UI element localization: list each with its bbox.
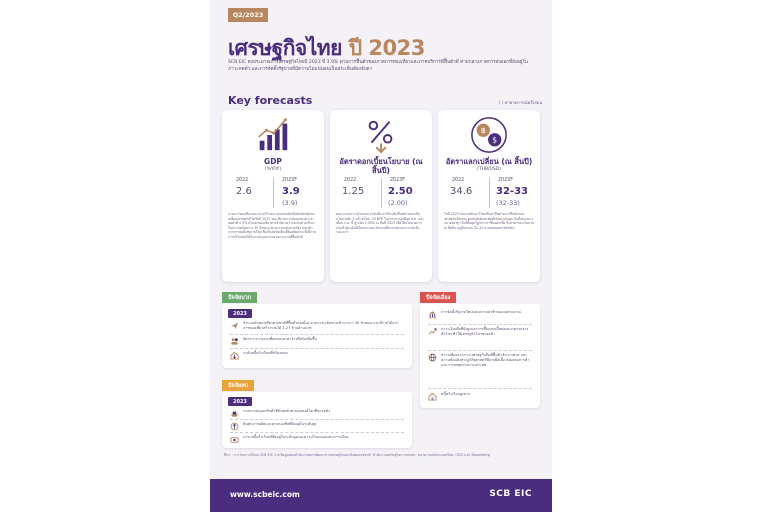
risk-item: ภาวะเงินเฟ้อที่ยังสูงและการขึ้นดอกเบี้ยของธนาคารกลางทั่วโลก ทำให้เศรษฐกิจโลกชะลอตัว — [428, 327, 532, 337]
divider — [230, 419, 404, 420]
card-previous-value: (32-33) — [496, 199, 520, 207]
svg-text:$: $ — [492, 135, 498, 145]
drag-item: ภาคการส่งออกสินค้าที่ยังหดตัวตามอุปสงค์โลกที่ชะลอตัว — [230, 409, 404, 418]
card-year-actual: 2022 — [236, 178, 249, 183]
card-year-forecast: 2023F — [498, 178, 513, 183]
card-description: ภาคการท่องเที่ยวและการบริโภคภาคเอกชนยังเป็นปัจจัยหลักขับเคลื่อนเศรษฐกิจไทยในปี 2023 ขณะที่ภาคการส่งออกคาดว่าจะหดตัวที่ 0.5% ด้านนักท่องเที่ยวต่างชาติคาดว่าจะเดินทางเข้ามาในประเทศไทยราว 30 ล้านคน ส่วนการลงทุนภาครัฐอาจล่าช้าจากการจัดตั้งรัฐบาลใหม่ ซึ่งเป็นปัจจัยเสี่ยงที่ต้องติดตาม ทั้งนี้ภาคการบริโภคยังได้รับแรงหนุนจากตลาดแรงงานที่ฟื้นตัวดี — [228, 212, 317, 239]
svg-text:฿: ฿ — [480, 126, 486, 136]
card-year-actual: 2022 — [452, 178, 465, 183]
card-actual-value: 2.6 — [236, 186, 252, 197]
card-previous-value: (3.9) — [282, 199, 298, 207]
footer-bar — [210, 479, 552, 512]
drag-item: ต้นทุนการผลิตและค่าครองชีพที่ยังอยู่ในระดับสูง — [230, 422, 404, 431]
card-divider — [381, 178, 382, 208]
support-item: อัตราการว่างงานที่ลดลงและค่าจ้างที่ปรับเพิ่มขึ้น — [230, 337, 404, 346]
risk-box — [420, 304, 540, 408]
key-forecasts-title: Key forecasts — [228, 94, 313, 107]
svg-text:฿: ฿ — [431, 396, 434, 401]
source-footnote: ที่มา : การวิเคราะห์โดย SCB EIC จากข้อมูลของสำนักงานสภาพัฒนาการเศรษฐกิจและสังคมแห่งชาติ, สำนักงานเศรษฐกิจการเกษตร, ธนาคารแห่งประเทศไทย, CEIC และ Bloomberg — [224, 453, 490, 457]
drag-tag: ปัจจัยลบ — [222, 380, 254, 391]
card-year-actual: 2022 — [344, 178, 357, 183]
bar-chart-icon — [254, 116, 292, 154]
divider — [230, 348, 404, 349]
plane-icon — [230, 321, 239, 330]
card-forecast-value: 2.50 — [388, 186, 413, 197]
infographic-page — [210, 0, 552, 512]
percent-down-icon — [362, 116, 400, 154]
support-year: 2023 — [228, 309, 252, 318]
key-forecasts-note: ( ) ค่าคาดการณ์ครั้งก่อน — [499, 100, 542, 105]
card-unit: (%YOY) — [264, 167, 282, 172]
divider — [428, 388, 532, 389]
drag-box — [222, 392, 412, 448]
risk-item: ความเสี่ยงจากภาวะเศรษฐกิจจีนที่ฟื้นตัวช้ากว่าคาด และความขัดแย้งทางภูมิรัฐศาสตร์ที่อาจยืดเยื้อ ส่งผลต่อการค้าและการลงทุนระหว่างประเทศ — [428, 353, 532, 367]
risk-item: ฿ หนี้ครัวเรือนสูงมาก — [428, 392, 532, 401]
divider — [428, 350, 532, 351]
card-name: GDP — [264, 157, 282, 166]
support-item: จำนวนนักท่องเที่ยวต่างชาติที่ฟื้นตัวต่อเนื่อง คาดว่าจะเดินทางเข้ามาราว 30 ล้านคน และมีรายได้จากการท่องเที่ยวสร้างรายได้ 1.27 ล้านล้านบาท — [230, 321, 404, 331]
forecast-card-exchange-rate — [438, 110, 540, 282]
government-icon — [428, 310, 437, 319]
ship-icon — [230, 409, 239, 418]
household-debt-icon — [428, 392, 437, 401]
divider — [428, 324, 532, 325]
forecast-card-policy-rate — [330, 110, 432, 282]
debt-icon — [230, 435, 239, 444]
page-subtitle: SCB EIC คงประมาณการเศรษฐกิจไทยปี 2023 ที่ 3.9% ตามการฟื้นตัวของภาคการท่องเที่ยวและภาคบริการที่ฟื้นตัวดี ท่ามกลางภาคการส่งออกที่ยังอยู่ในภาวะหดตัว และการจัดตั้งรัฐบาลที่มีความไม่แน่นอนเป็นประเด็นต้องจับตา — [228, 60, 528, 72]
card-year-forecast: 2023F — [390, 178, 405, 183]
card-forecast-value: 32-33 — [496, 186, 528, 197]
currency-exchange-icon — [470, 116, 508, 154]
card-description: ในปี 2023 เงินบาทมีแนวโน้มแข็งค่าขึ้นตามการฟื้นตัวของเศรษฐกิจไทยและดุลบัญชีเดินสะพัดที่กลับมาเกินดุล อีกทั้งธนาคารกลางสหรัฐฯ ใกล้สิ้นสุดวัฏจักรการขึ้นดอกเบี้ย จึงคาดว่าค่าเงินบาท ณ สิ้นปีจะอยู่ในกรอบ 32-33 บาทต่อดอลลาร์สหรัฐฯ — [444, 212, 534, 230]
card-name: อัตราดอกเบี้ยนโยบาย (ณ สิ้นปี) — [339, 157, 423, 175]
risk-item: การจัดตั้งรัฐบาลใหม่และความล่าช้าของงบประมาณ — [428, 310, 532, 319]
drag-item: ภาระหนี้ครัวเรือนที่ยังอยู่ในระดับสูงและความไม่แน่นอนทางการเมือง — [230, 435, 404, 444]
support-box — [222, 304, 412, 368]
card-unit: (THB/USD) — [477, 167, 501, 172]
card-actual-value: 34.6 — [450, 186, 473, 197]
support-item: ระดับหนี้ครัวเรือนที่ปรับลดลง — [230, 351, 404, 360]
card-forecast-value: 3.9 — [282, 186, 300, 197]
title-main: เศรษฐกิจไทย — [228, 36, 342, 60]
cost-up-icon — [230, 422, 239, 431]
divider — [230, 334, 404, 335]
website-link[interactable]: www.scbeic.com — [230, 490, 300, 499]
forecast-card-gdp — [222, 110, 324, 282]
risk-tag: ปัจจัยเสี่ยง — [420, 292, 456, 303]
card-description: คณะกรรมการนโยบายการเงินมีแนวโน้มปรับขึ้นอัตราดอกเบี้ยนโยบายอีก 2 ครั้ง ครั้งละ 25 BPS ในการประชุมเดือน ส.ค. และเดือน ก.ย. นี้ สู่ระดับ 2.50% ณ สิ้นปี 2023 เพื่อให้นโยบายการเงินเข้าสู่ระดับที่เป็นกลางและรักษาเสถียรภาพระบบการเงินในระยะยาว — [336, 212, 425, 235]
globe-icon — [428, 353, 437, 362]
workers-icon — [230, 337, 239, 346]
support-tag: ปัจจัยบวก — [222, 292, 257, 303]
title-year: ปี 2023 — [348, 36, 425, 60]
card-name: อัตราแลกเปลี่ยน (ณ สิ้นปี) — [445, 157, 533, 166]
quarter-badge: Q2/2023 — [228, 8, 268, 22]
card-divider — [489, 178, 490, 208]
inflation-icon — [428, 327, 437, 336]
drag-year: 2023 — [228, 397, 252, 406]
house-down-icon — [230, 351, 239, 360]
divider — [230, 432, 404, 433]
card-year-forecast: 2023F — [282, 178, 297, 183]
card-previous-value: (2.00) — [388, 199, 408, 207]
card-actual-value: 1.25 — [342, 186, 365, 197]
scb-eic-logo: SCB EIC — [489, 489, 532, 499]
card-divider — [273, 178, 274, 208]
